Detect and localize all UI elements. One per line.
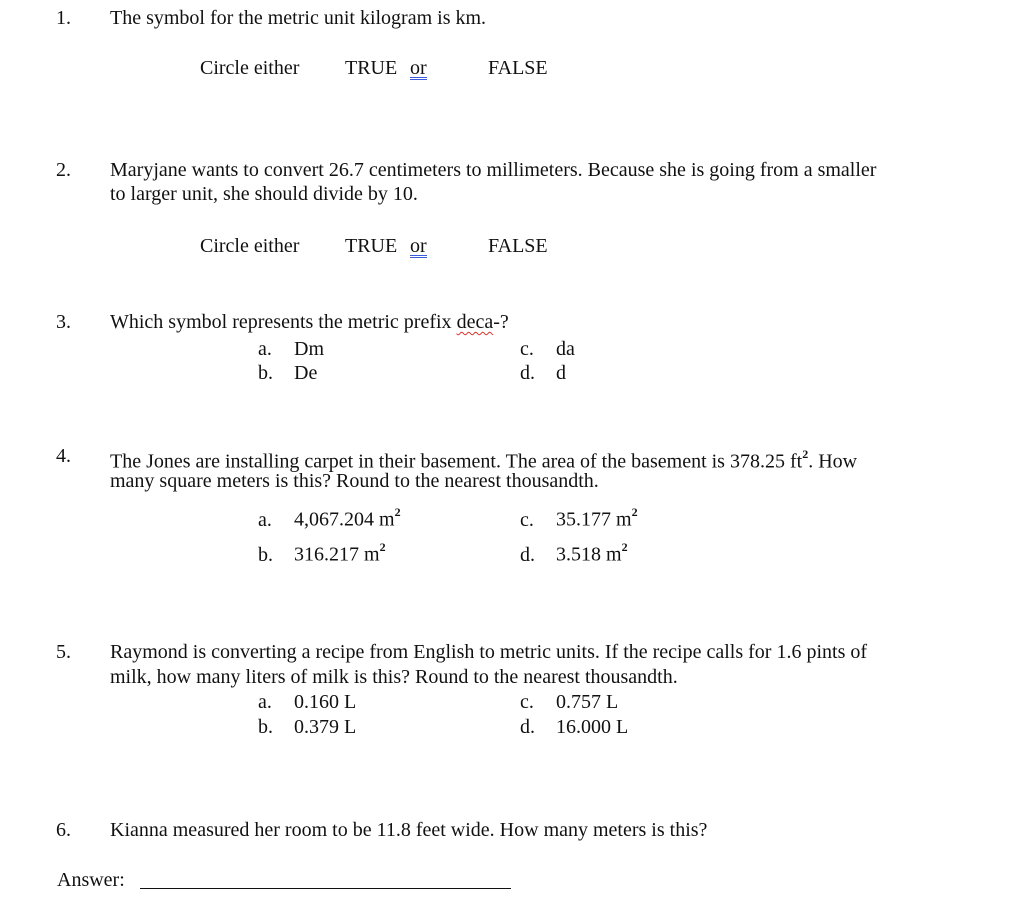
q1-or-separator xyxy=(410,56,427,80)
q3-option-text: Dm xyxy=(294,338,324,360)
q3-spellcheck-word: deca xyxy=(456,311,494,333)
q5-option-text: 16.000 L xyxy=(556,716,629,738)
q4-option-letter: b. xyxy=(258,543,273,566)
q3-text-before: Which symbol represents the metric prefix xyxy=(110,311,457,333)
q5-option-text: 0.379 L xyxy=(294,716,357,738)
q4-option-b[interactable] xyxy=(258,537,386,567)
q3-option-letter: d. xyxy=(520,362,535,384)
q4-option-letter: a. xyxy=(258,508,272,531)
q3-option-text: da xyxy=(556,338,575,360)
q3-option-d[interactable] xyxy=(520,361,566,385)
q4-option-d[interactable] xyxy=(520,537,628,567)
question-4-number: 4. xyxy=(56,445,71,467)
question-6-text: Kianna measured her room to be 11.8 feet wide. How many meters is this? xyxy=(110,819,708,841)
answer-blank-line[interactable] xyxy=(140,888,511,889)
q5-option-d[interactable] xyxy=(520,715,628,739)
question-2-number: 2. xyxy=(56,159,71,181)
q1-or-text: or xyxy=(410,57,427,79)
question-2-line-2: to larger unit, she should divide by 10. xyxy=(110,183,418,205)
answer-label: Answer: xyxy=(57,869,125,891)
question-1-number: 1. xyxy=(56,7,71,29)
question-5-number: 5. xyxy=(56,641,71,663)
q5-option-text: 0.757 L xyxy=(556,691,619,713)
q3-option-c[interactable] xyxy=(520,337,575,361)
q1-false-option[interactable]: FALSE xyxy=(488,57,548,79)
q4-line-1-end: . How xyxy=(808,450,858,473)
question-1-text: The symbol for the metric unit kilogram is km. xyxy=(110,7,487,29)
q1-true-option[interactable]: TRUE xyxy=(345,57,398,79)
q5-option-letter: c. xyxy=(520,691,534,713)
q5-option-b[interactable] xyxy=(258,715,356,739)
q4-line-1-text: The Jones are installing carpet in their basement. The area of the basement is 378.25 ft xyxy=(110,450,803,473)
question-3-number: 3. xyxy=(56,311,71,333)
q1-circle-label: Circle either xyxy=(200,57,300,79)
question-5-line-2: milk, how many liters of milk is this? Round to the nearest thousandth. xyxy=(110,666,678,688)
q4-option-superscript: 2 xyxy=(394,505,401,519)
q4-option-text: 4,067.204 m xyxy=(294,508,395,531)
q5-option-c[interactable] xyxy=(520,690,618,714)
q4-option-text: 35.177 m xyxy=(556,508,632,531)
q4-option-a[interactable] xyxy=(258,502,401,532)
question-2-line-1: Maryjane wants to convert 26.7 centimeters to millimeters. Because she is going from a smaller xyxy=(110,159,877,181)
q3-option-a[interactable] xyxy=(258,337,324,361)
q3-option-text: d xyxy=(556,362,566,384)
q4-superscript: 2 xyxy=(802,447,809,461)
q5-option-letter: a. xyxy=(258,691,272,713)
q2-or-text: or xyxy=(410,235,427,257)
q4-option-superscript: 2 xyxy=(379,540,386,554)
q4-option-text: 316.217 m xyxy=(294,543,380,566)
q3-option-text: De xyxy=(294,362,318,384)
q3-option-letter: c. xyxy=(520,338,534,360)
q2-true-option[interactable]: TRUE xyxy=(345,235,398,257)
question-4-line-2: many square meters is this? Round to the nearest thousandth. xyxy=(110,470,599,492)
q4-option-superscript: 2 xyxy=(631,505,638,519)
q2-or-separator xyxy=(410,234,427,258)
q3-option-letter: b. xyxy=(258,362,273,384)
question-6-number: 6. xyxy=(56,819,71,841)
q4-option-c[interactable] xyxy=(520,502,638,532)
q4-option-text: 3.518 m xyxy=(556,543,622,566)
q5-option-a[interactable] xyxy=(258,690,356,714)
q2-circle-label: Circle either xyxy=(200,235,300,257)
question-3-text xyxy=(110,310,509,334)
q5-option-letter: d. xyxy=(520,716,535,738)
q2-false-option[interactable]: FALSE xyxy=(488,235,548,257)
q5-option-text: 0.160 L xyxy=(294,691,357,713)
q4-option-letter: d. xyxy=(520,543,535,566)
q3-text-after: -? xyxy=(493,311,509,333)
question-5-line-1: Raymond is converting a recipe from English to metric units. If the recipe calls for 1.6 pints of xyxy=(110,641,868,663)
q4-option-letter: c. xyxy=(520,508,534,531)
q3-option-b[interactable] xyxy=(258,361,317,385)
q5-option-letter: b. xyxy=(258,716,273,738)
q4-option-superscript: 2 xyxy=(621,540,628,554)
q3-option-letter: a. xyxy=(258,338,272,360)
